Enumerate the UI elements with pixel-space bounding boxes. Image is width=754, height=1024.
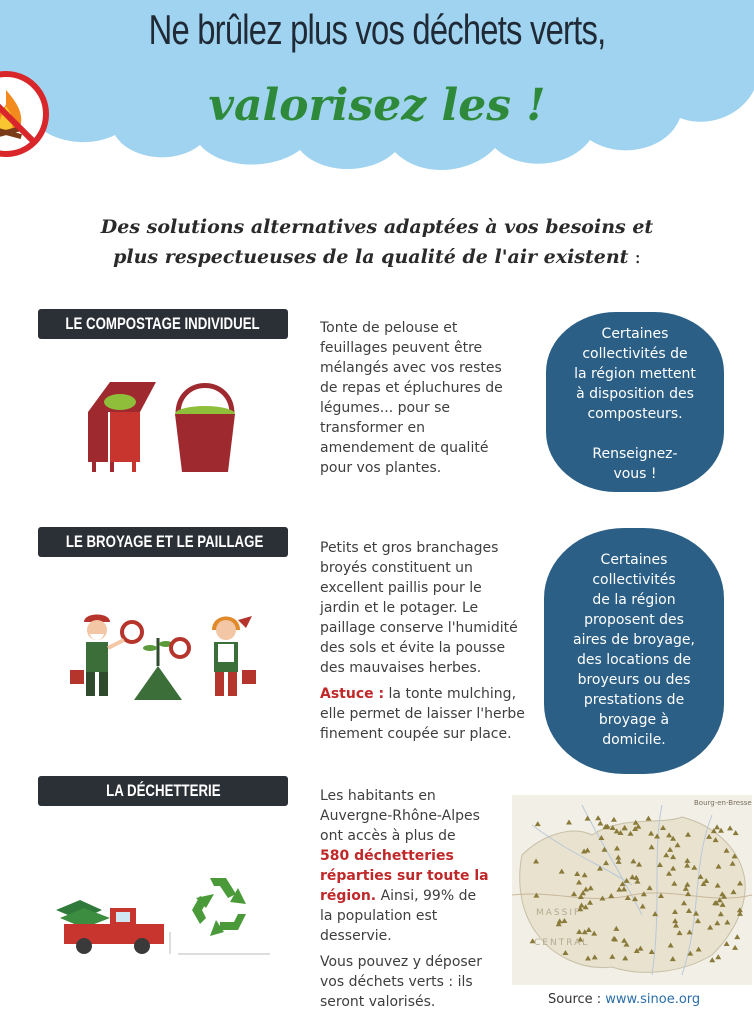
source-label: Source : bbox=[548, 992, 606, 1007]
text-line: excellent paillis pour le bbox=[320, 580, 482, 596]
info-bubble-composting bbox=[546, 312, 724, 492]
bubble-line: proposent des bbox=[584, 612, 684, 628]
text-line: seront valorisés. bbox=[320, 994, 436, 1010]
bubble-line: composteurs. bbox=[587, 406, 683, 422]
bubble-line: collectivités de bbox=[582, 346, 688, 362]
bubble-line: Certaines bbox=[600, 552, 668, 568]
text-line: mélangés avec vos restes bbox=[320, 360, 502, 376]
map-label-massif: MASSIF bbox=[536, 908, 582, 918]
map-marker bbox=[595, 815, 601, 820]
bubble-line: Renseignez- bbox=[592, 446, 678, 462]
bubble-line: Certaines bbox=[601, 326, 669, 342]
bubble-line: collectivités bbox=[592, 572, 676, 588]
map-marker bbox=[597, 821, 603, 826]
mixed-line: région. Ainsi, 99% de bbox=[320, 888, 477, 904]
text-line: de repas et épluchures de bbox=[320, 380, 503, 396]
text-line: feuillages peuvent être bbox=[320, 340, 483, 356]
section-label-recycling: LA DÉCHETTERIE bbox=[38, 776, 288, 806]
text-line: Vous pouvez y déposer bbox=[320, 954, 483, 970]
map-marker bbox=[733, 830, 739, 835]
map-marker bbox=[611, 817, 617, 822]
text-line: amendement de qualité bbox=[320, 440, 489, 456]
page-title-line2: valorisez les ! bbox=[208, 80, 546, 131]
map-marker bbox=[645, 816, 651, 821]
text-line: elle permet de laisser l'herbe bbox=[320, 706, 525, 722]
text-line: ont accès à plus de bbox=[320, 828, 456, 844]
page-title-line1: Ne brûlez plus vos déchets verts, bbox=[148, 6, 606, 53]
bubble-spacer bbox=[546, 424, 724, 444]
intro-line1: Des solutions alternatives adaptées à vos besoins et bbox=[100, 216, 654, 238]
no-burning-icon bbox=[0, 70, 50, 158]
text-line: Les habitants en bbox=[320, 788, 436, 804]
bubble-line: la région mettent bbox=[574, 366, 696, 382]
text-line: des mauvaises herbes. bbox=[320, 660, 482, 676]
text-line: paillage conserve l'humidité bbox=[320, 620, 518, 636]
bubble-line: aires de broyage, bbox=[573, 632, 695, 648]
info-bubble-shredding bbox=[544, 528, 724, 774]
map-marker bbox=[727, 825, 733, 830]
source-link[interactable]: www.sinoe.org bbox=[605, 992, 701, 1007]
map-marker bbox=[714, 824, 720, 829]
bubble-line: broyage à bbox=[598, 712, 670, 728]
source-credit bbox=[548, 992, 700, 1007]
map-marker bbox=[724, 941, 730, 946]
gardeners-illustration bbox=[62, 608, 262, 708]
map-marker bbox=[535, 821, 541, 826]
bubble-line: de la région bbox=[592, 592, 676, 608]
section-label-shredding: LE BROYAGE ET LE PAILLAGE bbox=[38, 527, 288, 557]
map-marker bbox=[732, 945, 738, 950]
text-line: transformer en bbox=[320, 420, 425, 436]
map-label-central: CENTRAL bbox=[534, 938, 590, 948]
text-line: Auvergne-Rhône-Alpes bbox=[320, 808, 480, 824]
section-label-composting: LE COMPOSTAGE INDIVIDUEL bbox=[38, 309, 288, 339]
shredding-text bbox=[320, 538, 534, 744]
compost-bin-illustration bbox=[80, 372, 250, 482]
intro-line2: plus respectueuses de la qualité de l'air existent : bbox=[113, 246, 641, 268]
highlight-line: réparties sur toute la bbox=[320, 868, 489, 884]
map-marker bbox=[715, 954, 721, 959]
text-line: Tonte de pelouse et bbox=[320, 320, 458, 336]
map-marker bbox=[734, 934, 740, 939]
composting-text bbox=[320, 318, 530, 478]
text-line: jardin et le potager. Le bbox=[320, 600, 479, 616]
map-marker bbox=[709, 957, 715, 962]
highlight-line: 580 déchetteries bbox=[320, 848, 454, 864]
tip-line-1: Astuce : la tonte mulching, bbox=[320, 686, 517, 702]
text-line: pour vos plantes. bbox=[320, 460, 442, 476]
intro-text bbox=[0, 212, 754, 272]
text-line: Petits et gros branchages bbox=[320, 540, 499, 556]
text-line: desservie. bbox=[320, 928, 392, 944]
text-line: légumes... pour se bbox=[320, 400, 451, 416]
text-line: vos déchets verts : ils bbox=[320, 974, 473, 990]
text-line: broyés constituent un bbox=[320, 560, 473, 576]
text-line: des sols et évite la pousse bbox=[320, 640, 506, 656]
bubble-line: prestations de bbox=[583, 692, 685, 708]
recycling-text bbox=[320, 786, 510, 1012]
bubble-line: à disposition des bbox=[576, 386, 694, 402]
truck-and-recycle-illustration bbox=[50, 858, 270, 958]
map-label-city: Bourg-en-Bresse bbox=[694, 799, 752, 807]
bubble-line: broyeurs ou des bbox=[577, 672, 691, 688]
map-marker bbox=[566, 820, 572, 825]
tip-label: Astuce : bbox=[320, 686, 385, 702]
bubble-line: domicile. bbox=[602, 732, 666, 748]
recycling-centers-map bbox=[512, 795, 752, 985]
bubble-line: vous ! bbox=[613, 466, 657, 482]
text-line: finement coupée sur place. bbox=[320, 726, 512, 742]
map-marker bbox=[585, 816, 591, 821]
text-line: la population est bbox=[320, 908, 438, 924]
bubble-line: des locations de bbox=[576, 652, 692, 668]
map-canvas bbox=[512, 795, 752, 985]
